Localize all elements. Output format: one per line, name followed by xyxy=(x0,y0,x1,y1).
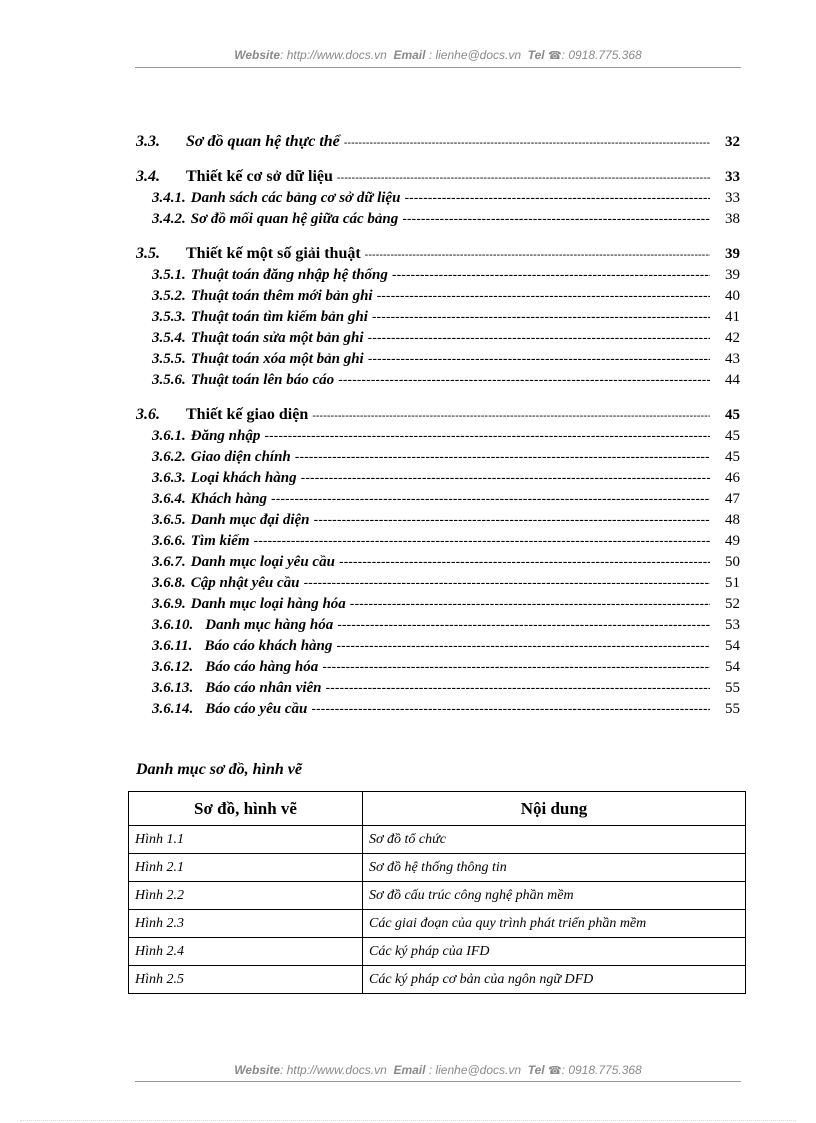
toc-entry-3-5-4[interactable] xyxy=(136,327,740,348)
toc-title: Báo cáo nhân viên xyxy=(205,680,322,696)
toc-page: 40 xyxy=(725,288,740,304)
toc-entry-3-6-2[interactable] xyxy=(136,446,740,467)
toc-leader xyxy=(301,467,710,489)
toc-title: Báo cáo hàng hóa xyxy=(205,659,319,675)
toc-page: 39 xyxy=(725,246,740,262)
toc-title: Danh sách các bảng cơ sở dữ liệu xyxy=(190,190,401,206)
toc-page: 33 xyxy=(725,169,740,185)
toc-entry-3-6-5[interactable] xyxy=(136,509,740,530)
phone-icon: ☎ xyxy=(547,1065,562,1077)
toc-title: Đăng nhập xyxy=(190,428,261,444)
website-label: Website xyxy=(234,1063,281,1077)
email-label: Email xyxy=(393,1063,426,1077)
toc-title: Thuật toán lên báo cáo xyxy=(190,372,335,388)
toc-number: 3.6.3. xyxy=(152,470,186,486)
toc-leader xyxy=(338,369,710,391)
toc-entry-3-6-11[interactable] xyxy=(136,635,740,656)
figure-number: Hình 2.1 xyxy=(129,854,363,882)
toc-number: 3.6.2. xyxy=(152,449,186,465)
page-edge-divider xyxy=(20,1120,796,1121)
figure-description: Các ký pháp cơ bản của ngôn ngữ DFD xyxy=(363,966,746,994)
toc-page: 46 xyxy=(725,470,740,486)
toc-title: Sơ đồ quan hệ thực thể xyxy=(186,133,340,150)
toc-page: 33 xyxy=(725,190,740,206)
email-label: Email xyxy=(393,48,426,62)
toc-entry-3-6-4[interactable] xyxy=(136,488,740,509)
toc-number: 3.4.1. xyxy=(152,190,186,206)
table-row xyxy=(129,882,746,910)
toc-page: 45 xyxy=(725,407,740,423)
toc-page: 48 xyxy=(725,512,740,528)
toc-title: Thuật toán thêm mới bản ghi xyxy=(190,288,373,304)
toc-title: Danh mục hàng hóa xyxy=(205,617,334,633)
table-header-row xyxy=(129,792,746,826)
toc-page: 47 xyxy=(725,491,740,507)
toc-page: 38 xyxy=(725,211,740,227)
footer-rule xyxy=(135,1081,741,1082)
toc-number: 3.6.6. xyxy=(152,533,186,549)
toc-entry-3-6-1[interactable] xyxy=(136,425,740,446)
toc-title: Danh mục đại diện xyxy=(190,512,310,528)
toc-number: 3.6.11. xyxy=(152,638,193,654)
website-label: Website xyxy=(234,48,281,62)
toc-page: 42 xyxy=(725,330,740,346)
toc-title: Danh mục loại hàng hóa xyxy=(190,596,346,612)
toc-leader xyxy=(304,572,710,594)
header-rule xyxy=(135,67,741,68)
page-header xyxy=(135,48,741,62)
toc-page: 54 xyxy=(725,638,740,654)
toc-leader xyxy=(337,614,710,636)
toc-entry-3-6-3[interactable] xyxy=(136,467,740,488)
toc-page: 53 xyxy=(725,617,740,633)
figure-description: Các ký pháp của IFD xyxy=(363,938,746,966)
toc-title: Tìm kiếm xyxy=(190,533,250,549)
toc-title: Danh mục loại yêu cầu xyxy=(190,554,335,570)
toc-page: 49 xyxy=(725,533,740,549)
toc-entry-3-6-9[interactable] xyxy=(136,593,740,614)
toc-leader xyxy=(295,446,710,468)
toc-page: 55 xyxy=(725,680,740,696)
figure-description: Sơ đồ tổ chức xyxy=(363,826,746,854)
toc-leader xyxy=(368,327,710,349)
toc-title: Loại khách hàng xyxy=(190,470,297,486)
toc-title: Thuật toán tìm kiếm bản ghi xyxy=(190,309,368,325)
toc-title: Thiết kế cơ sở dữ liệu xyxy=(186,168,333,185)
toc-leader xyxy=(377,285,710,307)
toc-leader xyxy=(372,306,710,328)
email-address: : lienhe@docs.vn xyxy=(428,1063,522,1077)
toc-number: 3.6.8. xyxy=(152,575,186,591)
toc-number: 3.6.5. xyxy=(152,512,186,528)
toc-entry-3-6-6[interactable] xyxy=(136,530,740,551)
toc-number: 3.5.4. xyxy=(152,330,186,346)
toc-entry-3-6-10[interactable] xyxy=(136,614,740,635)
toc-title: Báo cáo yêu cầu xyxy=(205,701,308,717)
toc-number: 3.6.9. xyxy=(152,596,186,612)
toc-leader xyxy=(350,593,710,615)
website-url: : http://www.docs.vn xyxy=(280,48,387,62)
figure-number: Hình 2.5 xyxy=(129,966,363,994)
toc-page: 51 xyxy=(725,575,740,591)
toc-entry-3-6-14[interactable] xyxy=(136,698,740,719)
toc-number: 3.6.13. xyxy=(152,680,194,696)
toc-leader xyxy=(322,656,710,678)
toc-entry-3-6-7[interactable] xyxy=(136,551,740,572)
toc-entry-3-5-3[interactable] xyxy=(136,306,740,327)
toc-entry-3-5-2[interactable] xyxy=(136,285,740,306)
toc-title: Cập nhật yêu cầu xyxy=(190,575,300,591)
toc-title: Khách hàng xyxy=(190,491,268,507)
toc-leader xyxy=(365,243,710,266)
toc-number: 3.5.6. xyxy=(152,372,186,388)
toc-entry-3-6-12[interactable] xyxy=(136,656,740,677)
toc-number: 3.4. xyxy=(136,168,160,185)
table-row xyxy=(129,910,746,938)
tel-label: Tel xyxy=(527,48,545,62)
figure-description: Các giai đoạn của quy trình phát triển phần mềm xyxy=(363,910,746,938)
toc-page: 43 xyxy=(725,351,740,367)
toc-number: 3.5.2. xyxy=(152,288,186,304)
toc-page: 44 xyxy=(725,372,740,388)
toc-entry-3-4[interactable] xyxy=(136,166,740,187)
toc-leader xyxy=(326,677,710,699)
toc-entry-3-4-2[interactable] xyxy=(136,208,740,229)
toc-page: 32 xyxy=(725,134,740,150)
toc-page: 52 xyxy=(725,596,740,612)
toc-leader xyxy=(402,208,710,230)
table-row xyxy=(129,826,746,854)
toc-leader xyxy=(311,698,710,720)
toc-number: 3.6.14. xyxy=(152,701,194,717)
table-of-contents xyxy=(136,131,740,719)
toc-entry-3-3[interactable] xyxy=(136,131,740,152)
toc-page: 50 xyxy=(725,554,740,570)
toc-page: 45 xyxy=(725,449,740,465)
toc-title: Thiết kế một số giải thuật xyxy=(186,245,361,262)
figure-number: Hình 2.3 xyxy=(129,910,363,938)
figures-heading: Danh mục sơ đồ, hình vẽ xyxy=(136,761,302,778)
toc-leader xyxy=(368,348,710,370)
toc-entry-3-6[interactable] xyxy=(136,404,740,425)
toc-leader xyxy=(264,425,710,447)
toc-leader xyxy=(344,131,710,154)
toc-number: 3.5. xyxy=(136,245,160,262)
figure-description: Sơ đồ hệ thống thông tin xyxy=(363,854,746,882)
toc-entry-3-5-6[interactable] xyxy=(136,369,740,390)
figure-number: Hình 2.2 xyxy=(129,882,363,910)
toc-leader xyxy=(339,551,710,573)
toc-number: 3.5.1. xyxy=(152,267,186,283)
figures-table xyxy=(128,791,746,994)
toc-page: 41 xyxy=(725,309,740,325)
table-row xyxy=(129,966,746,994)
page-footer xyxy=(135,1063,741,1077)
toc-leader xyxy=(337,166,710,189)
toc-leader xyxy=(392,264,710,286)
toc-page: 54 xyxy=(725,659,740,675)
toc-number: 3.5.5. xyxy=(152,351,186,367)
toc-number: 3.6.1. xyxy=(152,428,186,444)
toc-number: 3.6. xyxy=(136,406,160,423)
phone-icon: ☎ xyxy=(547,50,562,62)
column-header-content: Nội dung xyxy=(363,792,746,826)
toc-page: 39 xyxy=(725,267,740,283)
toc-entry-3-5-1[interactable] xyxy=(136,264,740,285)
toc-title: Giao diện chính xyxy=(190,449,291,465)
figure-number: Hình 1.1 xyxy=(129,826,363,854)
toc-leader xyxy=(312,404,710,427)
toc-entry-3-5[interactable] xyxy=(136,243,740,264)
toc-leader xyxy=(314,509,710,531)
toc-number: 3.6.4. xyxy=(152,491,186,507)
toc-title: Thuật toán sửa một bản ghi xyxy=(190,330,364,346)
toc-number: 3.5.3. xyxy=(152,309,186,325)
toc-title: Báo cáo khách hàng xyxy=(204,638,333,654)
toc-page: 45 xyxy=(725,428,740,444)
website-url: : http://www.docs.vn xyxy=(280,1063,387,1077)
toc-number: 3.6.10. xyxy=(152,617,194,633)
toc-title: Thuật toán xóa một bản ghi xyxy=(190,351,364,367)
table-row xyxy=(129,854,746,882)
email-address: : lienhe@docs.vn xyxy=(428,48,522,62)
toc-page: 55 xyxy=(725,701,740,717)
toc-number: 3.6.7. xyxy=(152,554,186,570)
toc-entry-3-5-5[interactable] xyxy=(136,348,740,369)
figure-description: Sơ đồ cấu trúc công nghệ phần mềm xyxy=(363,882,746,910)
column-header-figure: Sơ đồ, hình vẽ xyxy=(129,792,363,826)
toc-title: Thiết kế giao diện xyxy=(186,406,309,423)
toc-leader xyxy=(404,187,710,209)
toc-title: Sơ đồ mối quan hệ giữa các bảng xyxy=(190,211,399,227)
toc-entry-3-6-13[interactable] xyxy=(136,677,740,698)
figure-number: Hình 2.4 xyxy=(129,938,363,966)
toc-number: 3.6.12. xyxy=(152,659,194,675)
toc-entry-3-4-1[interactable] xyxy=(136,187,740,208)
tel-number: : 0918.775.368 xyxy=(561,1063,642,1077)
toc-leader xyxy=(336,635,710,657)
toc-number: 3.3. xyxy=(136,133,160,150)
toc-number: 3.4.2. xyxy=(152,211,186,227)
tel-label: Tel xyxy=(527,1063,545,1077)
toc-leader xyxy=(271,488,710,510)
toc-entry-3-6-8[interactable] xyxy=(136,572,740,593)
toc-title: Thuật toán đăng nhập hệ thống xyxy=(190,267,388,283)
table-row xyxy=(129,938,746,966)
toc-leader xyxy=(254,530,711,552)
tel-number: : 0918.775.368 xyxy=(561,48,642,62)
